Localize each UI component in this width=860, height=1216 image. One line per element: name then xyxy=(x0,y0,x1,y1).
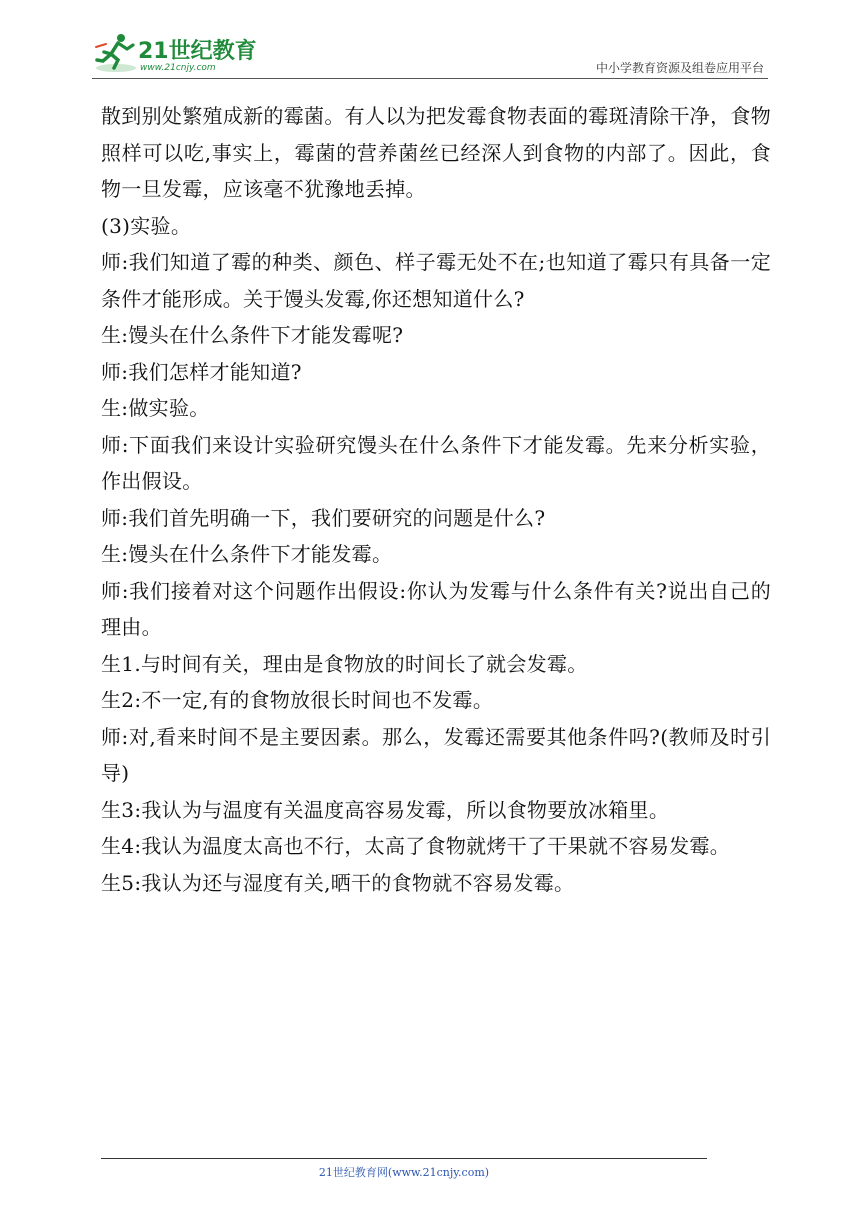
logo-brand-text: 21世纪教育 xyxy=(138,39,257,64)
header-divider xyxy=(92,78,768,79)
paragraph: 散到别处繁殖成新的霉菌。有人以为把发霉食物表面的霉斑清除干净，食物照样可以吃,事实上，霉菌的营养菌丝已经深人到食物的内部了。因此，食物一旦发霉，应该毫不犹豫地丢掉。 xyxy=(101,104,771,201)
paragraph: 师:我们接着对这个问题作出假设:你认为发霉与什么条件有关?说出自己的理由。 xyxy=(101,578,771,639)
platform-name: 中小学教育资源及组卷应用平台 xyxy=(595,61,764,75)
paragraph: 生:馒头在什么条件下才能发霉呢? xyxy=(101,323,404,347)
site-logo[interactable] xyxy=(92,28,262,78)
paragraph: 师:我们怎样才能知道? xyxy=(101,359,302,384)
paragraph: (3)实验。 xyxy=(101,213,192,238)
footer-divider xyxy=(101,1158,707,1159)
paragraph: 生4:我认为温度太高也不行，太高了食物就烤干了干果就不容易发霉。 xyxy=(101,834,731,858)
paragraph: 生2:不一定,有的食物放很长时间也不发霉。 xyxy=(101,688,494,712)
paragraph: 生:做实验。 xyxy=(101,396,210,420)
runner-icon xyxy=(94,30,138,74)
paragraph: 师:我们首先明确一下，我们要研究的问题是什么? xyxy=(101,505,546,530)
paragraph: 生:馒头在什么条件下才能发霉。 xyxy=(101,542,393,566)
paragraph: 生3:我认为与温度有关温度高容易发霉，所以食物要放冰箱里。 xyxy=(101,797,670,822)
paragraph: 师:对,看来时间不是主要因素。那么，发霉还需要其他条件吗?(教师及时引导) xyxy=(101,724,771,785)
paragraph: 师:我们知道了霉的种类、颜色、样子霉无处不在;也知道了霉只有具备一定条件才能形成。关于馒头发霉,你还想知道什么? xyxy=(101,250,771,311)
footer-link[interactable]: 21世纪教育网(www.21cnjy.com) xyxy=(318,1166,490,1179)
paragraph: 生5:我认为还与湿度有关,晒干的食物就不容易发霉。 xyxy=(101,870,575,895)
document-body xyxy=(101,98,771,901)
paragraph: 师:下面我们来设计实验研究馒头在什么条件下才能发霉。先来分析实验，作出假设。 xyxy=(101,432,771,493)
page-header xyxy=(92,28,768,82)
paragraph: 生1.与时间有关，理由是食物放的时间长了就会发霉。 xyxy=(101,651,588,676)
logo-url-text: www.21cnjy.com xyxy=(140,63,216,73)
